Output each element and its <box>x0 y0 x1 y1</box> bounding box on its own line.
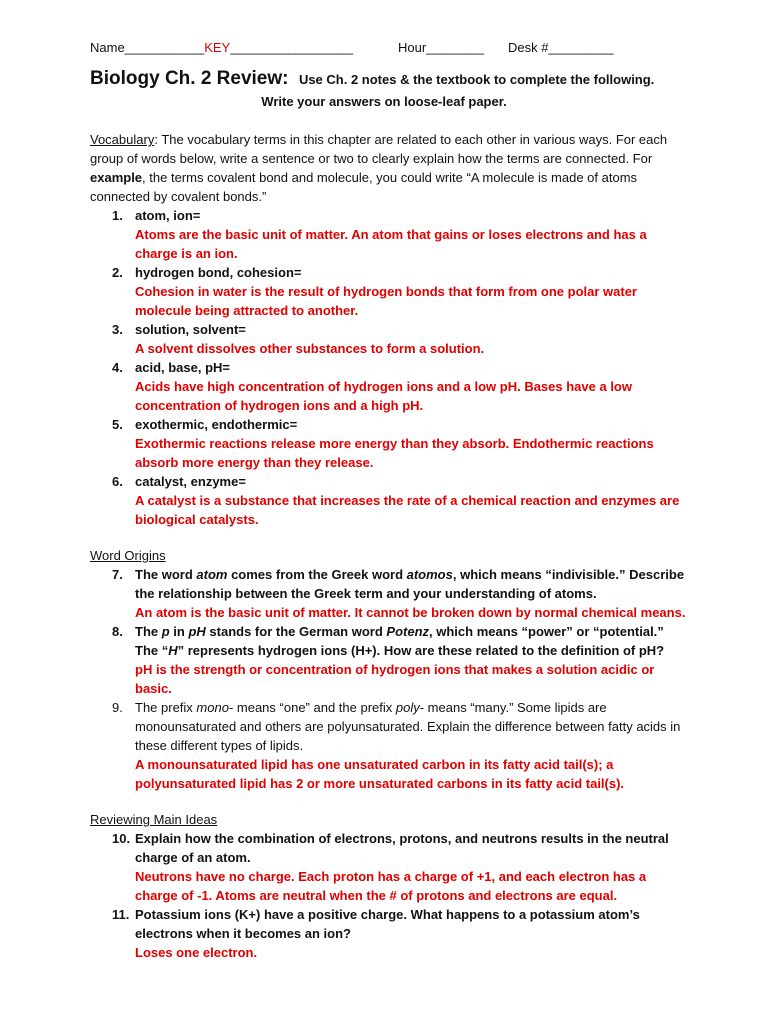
question-text: Explain how the combination of electrons, protons, and neutrons results in the neutral charge of an atom. <box>135 831 669 865</box>
question-fragment: in <box>169 624 189 639</box>
key-label: KEY <box>204 40 231 55</box>
list-item <box>90 905 690 962</box>
question-fragment: , which means “indivisible.” Describe the relationship between the Greek term and your understanding of atoms. <box>135 567 685 601</box>
list-item <box>90 206 690 263</box>
item-number: 3. <box>112 322 123 337</box>
question-text: atom, ion= <box>135 208 201 223</box>
main-ideas-section <box>90 810 690 829</box>
item-number: 2. <box>112 265 123 280</box>
list-item <box>90 698 690 793</box>
item-number: 10. <box>112 831 131 846</box>
intro-example-word: example <box>90 170 143 185</box>
hour-label: Hour________ <box>398 40 485 55</box>
answer-text: Exothermic reactions release more energy than they absorb. Endothermic reactions absorb more energy than they release. <box>135 436 654 470</box>
main-ideas-heading: Reviewing Main Ideas <box>90 812 218 827</box>
intro-text-b: , the terms covalent bond and molecule, you could write “A molecule is made of atoms connected by covalent bonds.” <box>90 170 638 204</box>
question-italic: p <box>161 624 170 639</box>
list-item <box>90 622 690 698</box>
instruction-line-2: Write your answers on loose-leaf paper. <box>261 94 507 109</box>
list-item <box>90 829 690 905</box>
name-underline: _________________ <box>230 40 354 55</box>
word-origins-section <box>90 546 690 565</box>
question-italic: pH <box>188 624 206 639</box>
question-fragment: - means “one” and the prefix <box>228 700 396 715</box>
question-fragment: The prefix <box>135 700 197 715</box>
name-label: Name___________ <box>90 40 205 55</box>
main-ideas-list <box>90 829 690 962</box>
answer-text: Atoms are the basic unit of matter. An atom that gains or loses electrons and has a charge is an ion. <box>135 227 647 261</box>
answer-text: Neutrons have no charge. Each proton has a charge of +1, and each electron has a charge of -1. Atoms are neutral when the # of protons and electrons are equal. <box>135 869 647 903</box>
question-text: solution, solvent= <box>135 322 246 337</box>
question-fragment: comes from the Greek word <box>227 567 407 582</box>
answer-text: A monounsaturated lipid has one unsaturated carbon in its fatty acid tail(s); a polyunsaturated lipid has 2 or more unsaturated carbons in its fatty acid tail(s). <box>135 757 625 791</box>
question-text: Potassium ions (K+) have a positive charge. What happens to a potassium atom’s electrons when it becomes an ion? <box>135 907 640 941</box>
list-item <box>90 415 690 472</box>
question-text <box>135 624 664 658</box>
answer-text: An atom is the basic unit of matter. It cannot be broken down by normal chemical means. <box>135 605 686 620</box>
page-title: Biology Ch. 2 Review: <box>90 68 289 89</box>
question-fragment: stands for the German word <box>205 624 387 639</box>
question-text: acid, base, pH= <box>135 360 231 375</box>
question-italic: H <box>168 643 178 658</box>
answer-text: A solvent dissolves other substances to form a solution. <box>135 341 485 356</box>
question-fragment: The <box>135 624 162 639</box>
question-italic: Potenz <box>386 624 430 639</box>
answer-text: A catalyst is a substance that increases the rate of a chemical reaction and enzymes are biological catalysts. <box>135 493 680 527</box>
question-text: hydrogen bond, cohesion= <box>135 265 302 280</box>
item-number: 1. <box>112 208 123 223</box>
question-text <box>135 700 680 753</box>
list-item <box>90 263 690 320</box>
instruction-line-1: Use Ch. 2 notes & the textbook to complete the following. <box>298 72 655 87</box>
question-italic: poly <box>395 700 420 715</box>
item-number: 4. <box>112 360 123 375</box>
desk-label: Desk #_________ <box>508 40 614 55</box>
question-italic: mono <box>196 700 229 715</box>
question-text: catalyst, enzyme= <box>135 474 246 489</box>
answer-text: Loses one electron. <box>135 945 258 960</box>
list-item <box>90 320 690 358</box>
question-italic: atomos <box>406 567 453 582</box>
list-item <box>90 358 690 415</box>
question-fragment: The word <box>135 567 197 582</box>
question-fragment: ” represents hydrogen ions (H+). How are these related to the definition of pH? <box>177 643 665 658</box>
list-item <box>90 565 690 622</box>
item-number: 6. <box>112 474 123 489</box>
question-fragment: , which means “power” or “potential.” The “ <box>135 624 664 658</box>
question-text: exothermic, endothermic= <box>135 417 298 432</box>
answer-text: pH is the strength or concentration of hydrogen ions that makes a solution acidic or basic. <box>135 662 655 696</box>
item-number: 5. <box>112 417 123 432</box>
word-origins-heading: Word Origins <box>90 548 166 563</box>
vocabulary-heading: Vocabulary <box>90 132 155 147</box>
worksheet-content <box>90 130 690 962</box>
question-italic: atom <box>196 567 228 582</box>
question-text <box>135 567 684 601</box>
title-row <box>90 68 654 90</box>
question-fragment: - means “many.” Some lipids are monounsaturated and others are polyunsaturated. Explain the difference between fatty acids in these different types of lipids. <box>135 700 681 753</box>
vocabulary-intro <box>90 130 690 206</box>
item-number: 7. <box>112 567 123 582</box>
intro-text-a: : The vocabulary terms in this chapter are related to each other in various ways. For each group of words below, write a sentence or two to clearly explain how the terms are connected. For <box>90 132 668 166</box>
answer-text: Acids have high concentration of hydrogen ions and a low pH. Bases have a low concentration of hydrogen ions and a high pH. <box>135 379 632 413</box>
list-item <box>90 472 690 529</box>
answer-text: Cohesion in water is the result of hydrogen bonds that form from one polar water molecule being attracted to another. <box>135 284 637 318</box>
item-number: 9. <box>112 700 123 715</box>
item-number: 11. <box>112 907 130 922</box>
item-number: 8. <box>112 624 123 639</box>
vocabulary-list <box>90 206 690 529</box>
word-origins-list <box>90 565 690 793</box>
header-line <box>90 40 614 55</box>
